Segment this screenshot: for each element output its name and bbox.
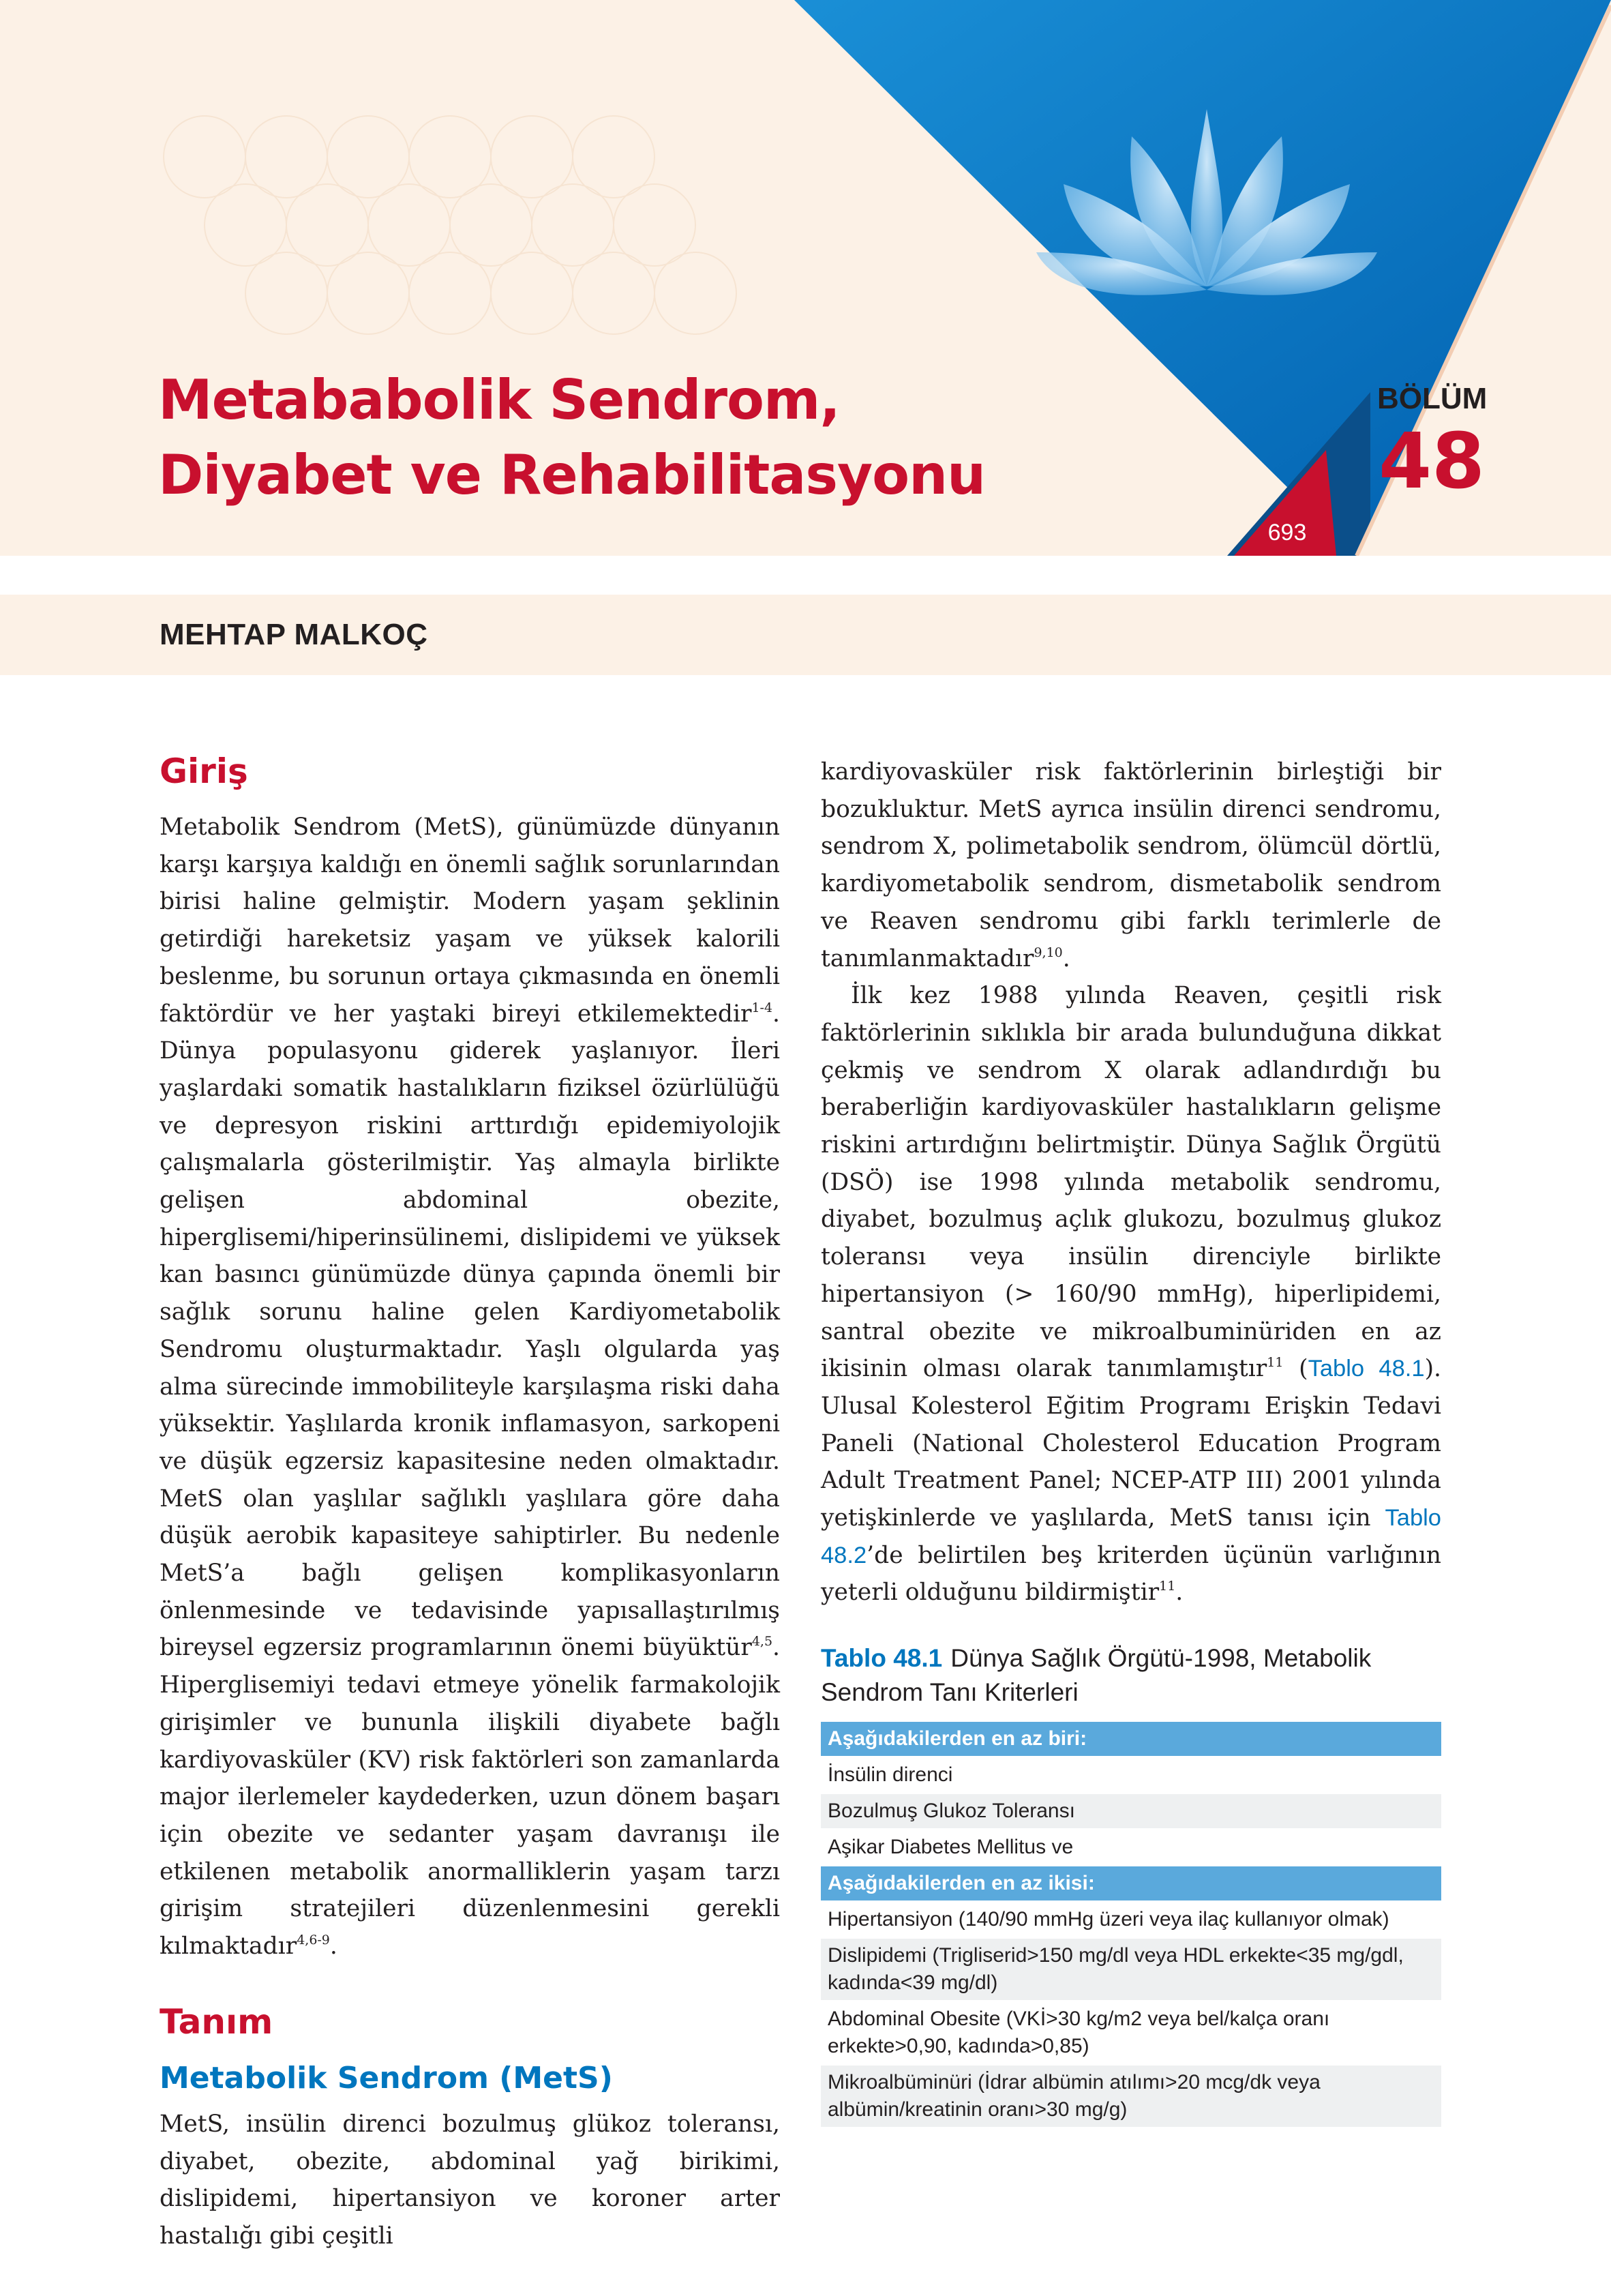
chapter-title-line1: Metababolik Sendrom, bbox=[158, 368, 840, 432]
chapter-header bbox=[0, 0, 1611, 556]
chapter-title bbox=[158, 363, 985, 513]
definition-paragraph: MetS, insülin direnci bozulmuş glükoz toleransı, diyabet, obezite, abdominal yağ birikimi, dislipidemi, hipertansiyon ve koroner arter hastalığı gibi çeşitli bbox=[160, 2110, 780, 2250]
subheading-mets: Metabolik Sendrom (MetS) bbox=[160, 2060, 613, 2096]
table-reference-link[interactable]: Tablo 48.1 bbox=[1308, 1356, 1425, 1382]
citation: 11 bbox=[1267, 1355, 1284, 1371]
left-column bbox=[160, 750, 780, 2255]
page-number: 693 bbox=[1267, 520, 1307, 546]
table-row: Dislipidemi (Trigliserid>150 mg/dl veya HDL erkekte<35 mg/gdl, kadında<39 mg/dl) bbox=[821, 1938, 1441, 2001]
citation: 1-4 bbox=[751, 1000, 773, 1015]
table-row: Abdominal Obesite (VKİ>30 kg/m2 veya bel/kalça oranı erkekte>0,90, kadında>0,85) bbox=[821, 2001, 1441, 2065]
citation: 9,10 bbox=[1034, 944, 1063, 960]
right-column bbox=[821, 754, 1441, 2129]
table-row: Hipertansiyon (140/90 mmHg üzeri veya ilaç kullanıyor olmak) bbox=[821, 1902, 1441, 1938]
table-row: Bozulmuş Glukoz Toleransı bbox=[821, 1793, 1441, 1830]
reaven-paragraph: İlk kez 1988 yılında Reaven, çeşitli risk faktörlerinin sıklıkla bir arada bulunduğuna dikkat çekmiş ve sendrom X olarak adlandırdığı bu beraberliğin kardiyovasküler hastalıkların gelişme riskini artırdığını belirtmiştir. Dünya Sağlık Örgütü (DSÖ) ise 1998 yılında metabolik sendromu, diyabet, bozulmuş açlık glukozu, bozulmuş glukoz toleransı veya insülin direnciyle birlikte hipertansiyon (> 160/90 mmHg), hiperlipidemi, santral obezite ve mikroalbuminüriden en az ikisinin olması olarak tanımlamıştır$^{11}$ (Tablo 48.1). Ulusal Kolesterol Eğitim Programı Erişkin Tedavi Paneli (National Cholesterol Education Program Adult Treatment Panel; NCEP-ATP III) 2001 yılında yetişkinlerde ve yaşlılarda, MetS tanısı için Tablo 48.2’de belirtilen beş kriterden üçünün varlığının yeterli olduğunu bildirmiştir$^{11}$. bbox=[821, 982, 1441, 1607]
table-reference-link[interactable]: Tablo 48.2 bbox=[821, 1505, 1441, 1568]
chapter-number: 48 bbox=[1379, 417, 1485, 506]
table-group-header: Aşağıdakilerden en az biri: bbox=[821, 1722, 1441, 1757]
section-heading-intro: Giriş bbox=[160, 751, 248, 791]
table-caption-label: Tablo 48.1 bbox=[821, 1644, 943, 1673]
intro-paragraph: Metabolik Sendrom (MetS), günümüzde dünyanın karşı karşıya kaldığı en önemli sağlık sorunlarından birisi haline gelmiştir. Modern yaşam şeklinin getirdiği hareketsiz yaşam ve yüksek kalorili beslenme, bu sorunun ortaya çıkmasında en önemli faktördür ve her yaştaki bireyi etkilemektedir$^{1-4}$. Dünya populasyonu giderek yaşlanıyor. İleri yaşlardaki somatik hastalıkların fiziksel özürlülüğü ve depresyon riskini arttırdığı epidemiyolojik çalışmalarla gösterilmiştir. Yaş almayla birlikte gelişen abdominal obezite, hiperglisemi/hiperinsülinemi, dislipidemi ve yüksek kan basıncı günümüzde dünya çapında önemli bir sağlık sorunu haline gelen Kardiyometabolik Sendromu oluşturmaktadır. Yaşlı olgularda yaş alma sürecinde immobiliteyle karşılaşma riski daha yüksektir. Yaşlılarda kronik inflamasyon, sarkopeni ve düşük egzersiz kapasitesine neden olmaktadır. MetS olan yaşlılar sağlıklı yaşlılara göre daha düşük aerobik kapasiteye sahiptirler. Bu nedenle MetS’a bağlı gelişen komplikasyonların önlenmesinde ve tedavisinde yapısallaştırılmış bireysel egzersiz programlarının önemi büyüktür$^{4,5}$. Hiperglisemiyi tedavi etmeye yönelik farmakolojik girişimler ve bununla ilişkili diyabete bağlı kardiyovasküler (KV) risk faktörleri son zamanlarda major ilerlemeler kaydederken, uzun dönem başarı için obezite ve sedanter yaşam davranışı ile etkilenen metabolik anormalliklerin yaşam tarzı girişim stratejileri düzenlenmesini gerekli kılmaktadır$^{4,6-9}$. bbox=[160, 814, 780, 1960]
citation: 11 bbox=[1159, 1579, 1176, 1594]
table-row: Aşikar Diabetes Mellitus ve bbox=[821, 1830, 1441, 1866]
author-name: MEHTAP MALKOÇ bbox=[160, 618, 428, 651]
table-row: İnsülin direnci bbox=[821, 1757, 1441, 1793]
criteria-table bbox=[821, 1722, 1441, 2129]
citation: 4,5 bbox=[751, 1634, 773, 1650]
table-caption-text: Dünya Sağlık Örgütü-1998, Metabolik Sendrom Tanı Kriterleri bbox=[821, 1644, 1372, 1707]
table-caption bbox=[821, 1641, 1441, 1710]
chapter-title-line2: Diyabet ve Rehabilitasyonu bbox=[158, 443, 986, 507]
section-heading-definition: Tanım bbox=[160, 2001, 273, 2042]
table-group-header: Aşağıdakilerden en az ikisi: bbox=[821, 1866, 1441, 1902]
citation: 4,6-9 bbox=[297, 1932, 330, 1948]
chapter-label: BÖLÜM bbox=[1377, 382, 1488, 415]
continued-paragraph: kardiyovasküler risk faktörlerinin birleştiği bir bozukluktur. MetS ayrıca insülin direnci sendromu, sendrom X, polimetabolik sendrom, ölümcül dörtlü, kardiyometabolik sendrom, dismetabolik sendrom ve Reaven sendromu gibi farklı terimlerle de tanımlanmaktadır$^{9,10}$. bbox=[821, 758, 1441, 972]
table-row: Mikroalbüminüri (İdrar albümin atılımı>20 mcg/dk veya albümin/kreatinin oranı>30 mg/g) bbox=[821, 2065, 1441, 2128]
